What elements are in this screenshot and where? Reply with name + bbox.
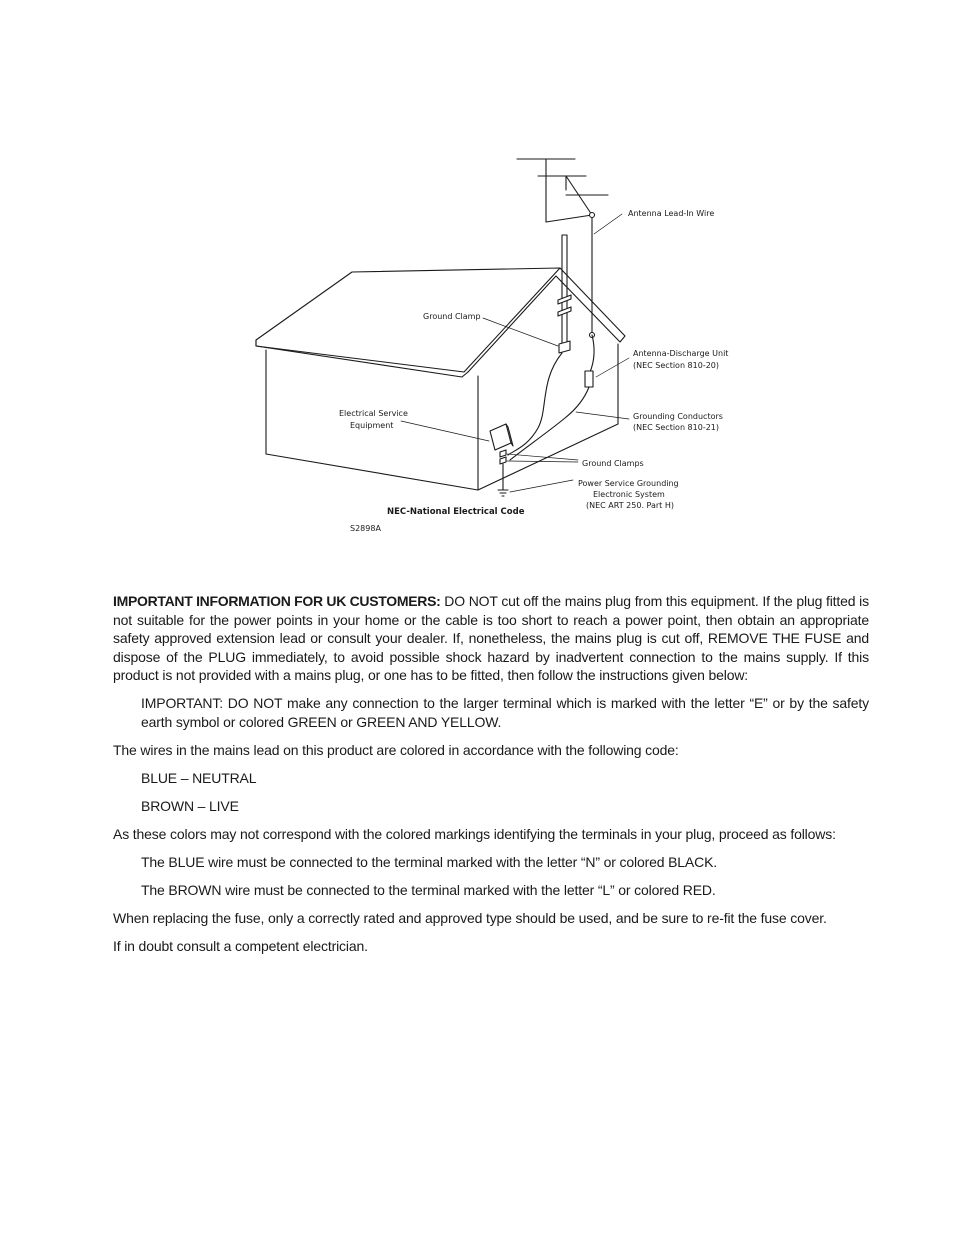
label-ground-clamp: Ground Clamp (423, 312, 481, 321)
label-antenna-lead-in: Antenna Lead-In Wire (628, 209, 715, 218)
label-power-service-system: Electronic System (593, 490, 665, 499)
label-ground-clamps: Ground Clamps (582, 459, 644, 468)
uk-intro-paragraph (113, 592, 869, 685)
antenna-top (517, 159, 608, 222)
uk-information-section (113, 592, 869, 965)
wire-brown: BROWN – LIVE (141, 797, 239, 814)
label-electrical-service: Electrical Service (339, 409, 408, 418)
label-grounding-conductors: Grounding Conductors (633, 412, 723, 421)
label-power-service-nec: (NEC ART 250. Part H) (586, 501, 674, 510)
brown-rule: The BROWN wire must be connected to the terminal marked with the letter “L” or colored RED. (141, 881, 716, 898)
uk-intro-text: DO NOT cut off the mains plug from this equipment. If the plug fitted is not suitable for the power points in your home or the cable is too short to reach a power point, then obtain an appropriate safety approved extension lead or consult your dealer. If, nonetheless, the mains plug is cut off, REMOVE THE FUSE and dispose of the PLUG immediately, to avoid possible shock hazard by inadvertent connection to the mains supply. If this product is not provided with a mains plug, or one has to be fitted, then follow the instructions given below: (113, 593, 869, 683)
fuse-note: When replacing the fuse, only a correctly rated and approved type should be used, and be sure to re-fit the fuse cover. (113, 909, 827, 926)
antenna-discharge-unit (585, 371, 593, 387)
antenna-mast (562, 235, 567, 345)
doubt-note: If in doubt consult a competent electrician. (113, 937, 368, 954)
uk-heading: IMPORTANT INFORMATION FOR UK CUSTOMERS: (113, 593, 441, 609)
wires-intro: The wires in the mains lead on this product are colored in accordance with the following code: (113, 741, 679, 758)
figure-id: S2898A (350, 524, 381, 533)
antenna-grounding-diagram (0, 0, 954, 560)
label-nec-code: NEC-National Electrical Code (387, 507, 525, 517)
label-grounding-conductors-nec: (NEC Section 810-21) (633, 423, 720, 432)
ground-symbol (498, 490, 508, 496)
label-electrical-service-equipment: Equipment (350, 421, 394, 430)
house-wall-right (478, 344, 618, 490)
grounding-conductor (508, 353, 562, 455)
ground-clamp-mast (559, 341, 570, 353)
blue-rule: The BLUE wire must be connected to the terminal marked with the letter “N” or colored BLACK. (141, 853, 718, 870)
house-wall-left (266, 350, 478, 490)
wire-blue: BLUE – NEUTRAL (141, 769, 257, 786)
label-discharge-unit: Antenna-Discharge Unit (633, 349, 729, 358)
label-discharge-unit-nec: (NEC Section 810-20) (633, 361, 720, 370)
important-note: IMPORTANT: DO NOT make any connection to the larger terminal which is marked with the letter “E” or by the safety earth symbol or colored GREEN or GREEN AND YELLOW. (141, 695, 869, 730)
label-power-service: Power Service Grounding (578, 479, 679, 488)
house-roof-left (256, 268, 560, 372)
proceed-text: As these colors may not correspond with the colored markings identifying the terminals in your plug, proceed as follows: (113, 825, 836, 842)
